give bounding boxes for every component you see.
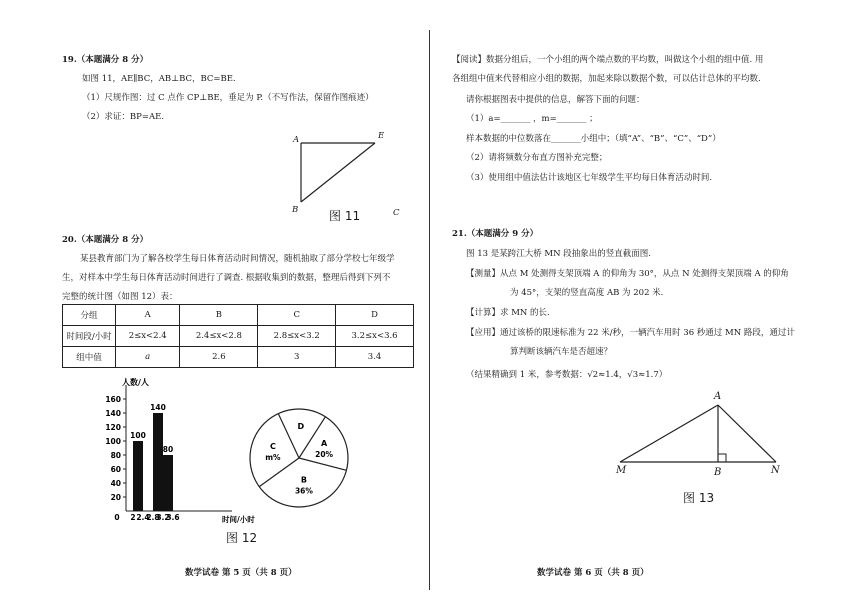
q21-note: （结果精确到 1 米，参考数据：√2≈1.4，√3≈1.7） — [466, 370, 668, 380]
q21-line-1: 图 13 是某跨江大桥 MN 段抽象出的竖直截面图. — [466, 249, 651, 259]
q19-part1: （1）尺规作图：过 C 点作 CP⊥BE，垂足为 P.（不写作法，保留作图痕迹） — [82, 93, 374, 103]
table-header: 时间段/小时 — [63, 326, 116, 347]
hist-x-label: 时间/小时 — [222, 515, 255, 524]
read-line-2: 各组组中值来代替相应小组的数据，加起来除以数据个数，可以估计总体的平均数. — [452, 74, 761, 84]
hist-y-tick-label: 160 — [105, 395, 121, 404]
q20-question-2: （2）请将频数分布直方图补充完整； — [466, 153, 608, 163]
hist-x-tick-label: 2 — [130, 513, 136, 522]
right-page — [430, 0, 860, 608]
q21-title: 21.（本题满分 9 分） — [452, 229, 539, 239]
hist-y-tick-label: 80 — [110, 451, 121, 460]
table-cell: 3.4 — [336, 347, 414, 368]
q20-question-1: （1）a=_______ ，m=_______ ； — [466, 114, 598, 124]
fig11-point-e: E — [378, 131, 385, 141]
pie-slice-percent: 36% — [294, 486, 313, 496]
q20-para-2: 生，对样本中学生每日体育活动时间进行了调查. 根据收集到的数据，整理后得到下列不 — [62, 273, 391, 283]
fig11-point-b: B — [292, 205, 299, 215]
hist-y-tick-label: 140 — [105, 409, 121, 418]
hist-x-tick-label: 3.6 — [166, 513, 180, 522]
hist-y-tick-label: 100 — [105, 437, 121, 446]
hist-bar-label: 80 — [162, 445, 174, 454]
table-cell: A — [116, 305, 180, 326]
table-cell: 3.2≤x<3.6 — [336, 326, 414, 347]
q19-given: 如图 11，AE∥BC，AB⊥BC，BC=BE. — [82, 74, 236, 84]
hist-x-tick-label: 3.2 — [156, 513, 170, 522]
q20-para-1: 某县教育部门为了解各校学生每日体育活动时间情况，随机抽取了部分学校七年级学 — [80, 254, 395, 264]
pie-slice-label: D — [297, 422, 305, 432]
fig13-caption: 图 13 — [683, 491, 715, 505]
table-cell: B — [180, 305, 258, 326]
q21-measure-2: 为 45°，支架的竖直高度 AB 为 202 米. — [510, 288, 664, 298]
table-cell: a — [116, 347, 180, 368]
q20-question-3: （3）使用组中值法估计该地区七年级学生平均每日体育活动时间. — [466, 173, 713, 183]
pie-slice-label: B — [300, 475, 308, 485]
hist-y-tick-label: 60 — [110, 465, 121, 474]
right-footer: 数学试卷 第 6 页（共 8 页） — [537, 568, 649, 578]
hist-x-tick-label: 2.8 — [146, 513, 160, 522]
fig13-point-a: A — [714, 391, 722, 402]
fig12-caption: 图 12 — [226, 531, 258, 545]
hist-x-tick-label: 0 — [114, 513, 120, 522]
fig13-point-m: M — [616, 465, 627, 476]
table-cell: 3 — [258, 347, 336, 368]
hist-x-tick-label: 2.4 — [136, 513, 150, 522]
pie-slice-label: C — [269, 442, 276, 452]
table-cell: D — [336, 305, 414, 326]
fig11-point-c: C — [393, 208, 400, 218]
hist-y-tick-label: 120 — [105, 423, 121, 432]
pie-slice-percent: m% — [265, 453, 281, 463]
table-cell: 2≤x<2.4 — [116, 326, 180, 347]
figure-13 — [430, 0, 860, 608]
table-cell: 2.6 — [180, 347, 258, 368]
fig11-point-a: A — [293, 135, 300, 145]
read-line-1: 【阅读】数据分组后，一个小组的两个端点数的平均数，叫做这个小组的组中值. 用 — [452, 55, 764, 65]
hist-y-tick-label: 40 — [110, 479, 121, 488]
hist-y-label: 人数/人 — [122, 378, 149, 387]
left-footer: 数学试卷 第 5 页（共 8 页） — [185, 568, 297, 578]
q19-title: 19.（本题满分 8 分） — [62, 55, 149, 65]
table-cell: 2.4≤x<2.8 — [180, 326, 258, 347]
q20-title: 20.（本题满分 8 分） — [62, 235, 149, 245]
q20-question-1b: 样本数据的中位数落在_______小组中；（填“A”、“B”、“C”、“D”） — [466, 134, 721, 144]
read-line-3: 请你根据图表中提供的信息，解答下面的问题： — [466, 95, 645, 105]
table-cell: 2.8≤x<3.2 — [258, 326, 336, 347]
q19-part2: （2）求证：BP=AE. — [82, 112, 165, 122]
q21-apply-2: 算判断该辆汽车是否超速？ — [510, 347, 613, 357]
fig11-caption: 图 11 — [329, 209, 361, 223]
hist-y-tick-label: 20 — [110, 493, 121, 502]
q21-apply-1: 【应用】通过该桥的限速标准为 22 米/秒，一辆汽车用时 36 秒通过 MN 路段，通过计 — [466, 328, 795, 338]
q21-measure-1: 【测量】从点 M 处测得支架顶端 A 的仰角为 30°，从点 N 处测得支架顶端 A 的仰角 — [466, 269, 789, 279]
table-header: 组中值 — [63, 347, 116, 368]
pie-slice-label: A — [320, 439, 328, 449]
hist-bar-label: 100 — [130, 431, 146, 440]
table-cell: C — [258, 305, 336, 326]
fig13-point-b: B — [714, 467, 722, 478]
table-header: 分组 — [63, 305, 116, 326]
hist-bar-label: 140 — [150, 403, 166, 412]
fig13-point-n: N — [771, 465, 780, 476]
q21-calc: 【计算】求 MN 的长. — [466, 308, 550, 318]
pie-slice-percent: 20% — [315, 450, 334, 460]
q20-para-3: 完整的统计图（如图 12）表： — [62, 292, 178, 302]
